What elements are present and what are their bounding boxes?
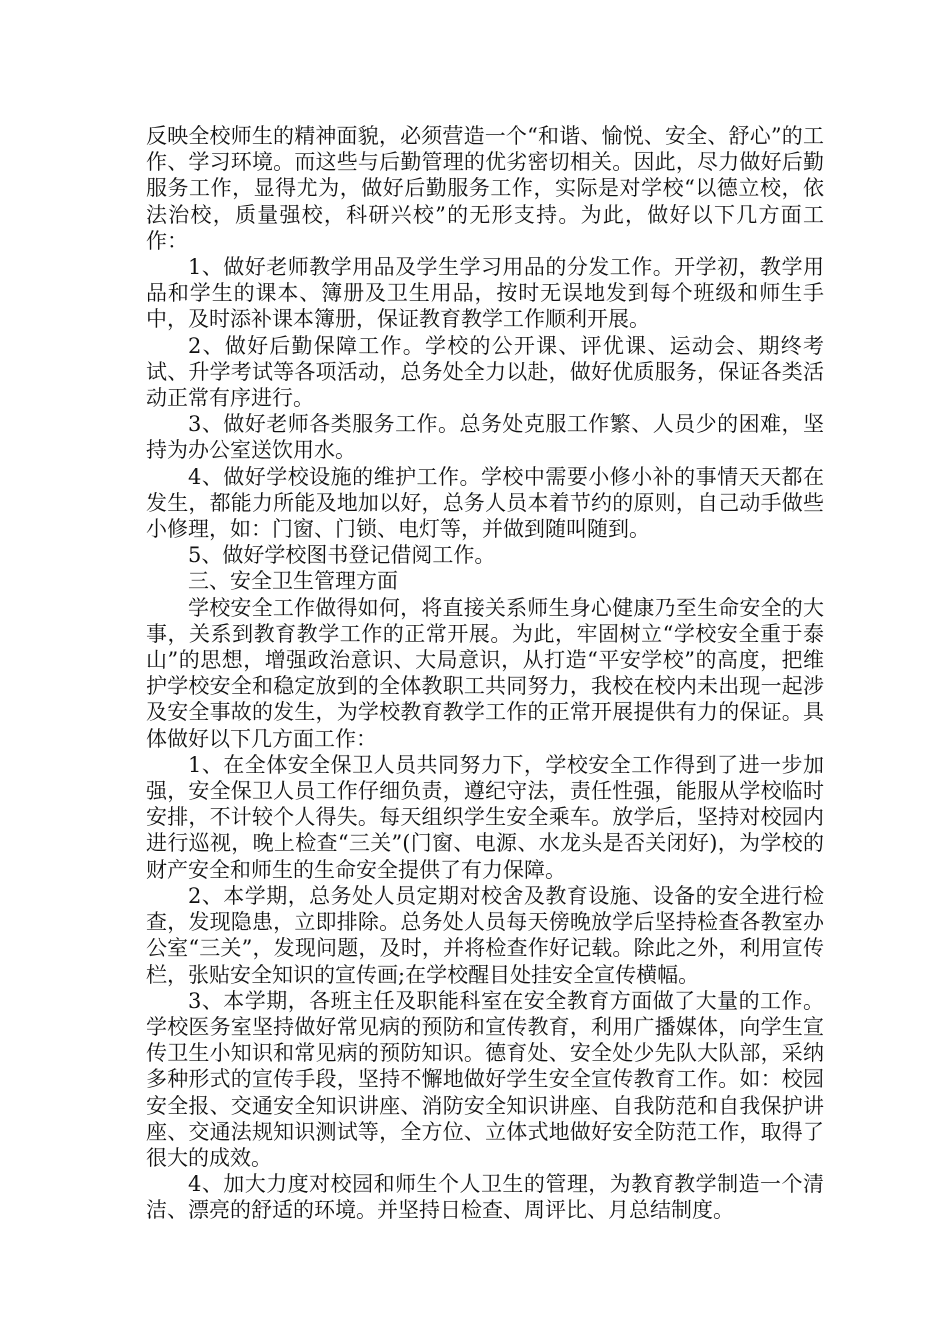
paragraph-safety-3: 3、本学期，各班主任及职能科室在安全教育方面做了大量的工作。学校医务室坚持做好常见病的预防和宣传教育，利用广播媒体，向学生宣传卫生小知识和常见病的预防知识。德育处、安全处少先队大队部，采纳多种形式的宣传手段，坚持不懈地做好学生安全宣传教育工作。如：校园安全报、交通安全知识讲座、消防安全知识讲座、自我防范和自我保护讲座、交通法规知识测试等，全方位、立体式地做好安全防范工作，取得了很大的成效。 bbox=[146, 988, 824, 1170]
paragraph-safety-2: 2、本学期，总务处人员定期对校舍及教育设施、设备的安全进行检查，发现隐患，立即排除。总务处人员每天傍晚放学后坚持检查各教室办公室“三关”，发现问题，及时，并将检查作好记载。除此之外，利用宣传栏，张贴安全知识的宣传画;在学校醒目处挂安全宣传横幅。 bbox=[146, 883, 824, 987]
paragraph-item-4: 4、做好学校设施的维护工作。学校中需要小修小补的事情天天都在发生，都能力所能及地加以好，总务人员本着节约的原则，自己动手做些小修理，如：门窗、门锁、电灯等，并做到随叫随到。 bbox=[146, 464, 824, 542]
paragraph-item-1: 1、做好老师教学用品及学生学习用品的分发工作。开学初，教学用品和学生的课本、簿册及卫生用品，按时无误地发到每个班级和师生手中，及时添补课本簿册，保证教育教学工作顺利开展。 bbox=[146, 255, 824, 332]
paragraph-item-3: 3、做好老师各类服务工作。总务处克服工作繁、人员少的困难，坚持为办公室送饮用水。 bbox=[146, 412, 824, 463]
paragraph-intro: 反映全校师生的精神面貌，必须营造一个“和谐、愉悦、安全、舒心”的工作、学习环境。而这些与后勤管理的优劣密切相关。因此，尽力做好后勤服务工作，显得尤为，做好后勤服务工作，实际是对学校“以德立校，依法治校，质量强校，科研兴校”的无形支持。为此，做好以下几方面工作： bbox=[146, 124, 824, 253]
document-body bbox=[146, 123, 824, 1224]
paragraph-safety-4: 4、加大力度对校园和师生个人卫生的管理，为教育教学制造一个清洁、漂亮的舒适的环境。并坚持日检查、周评比、月总结制度。 bbox=[146, 1172, 824, 1223]
paragraph-safety-intro: 学校安全工作做得如何，将直接关系师生身心健康乃至生命安全的大事，关系到教育教学工作的正常开展。为此，牢固树立“学校安全重于泰山”的思想，增强政治意识、大局意识，从打造“平安学校”的高度，把维护学校安全和稳定放到的全体教职工共同努力，我校在校内未出现一起涉及安全事故的发生，为学校教育教学工作的正常开展提供有力的保证。具体做好以下几方面工作： bbox=[146, 595, 824, 751]
paragraph-item-5: 5、做好学校图书登记借阅工作。 bbox=[188, 543, 496, 568]
paragraph-safety-1: 1、在全体安全保卫人员共同努力下，学校安全工作得到了进一步加强，安全保卫人员工作仔细负责，遵纪守法，责任性强，能服从学校临时安排，不计较个人得失。每天组织学生安全乘车。放学后，坚持对校园内进行巡视，晚上检查“三关”(门窗、电源、水龙头是否关闭好)，为学校的财产安全和师生的生命安全提供了有力保障。 bbox=[146, 752, 824, 882]
section-heading-safety: 三、安全卫生管理方面 bbox=[188, 569, 398, 594]
paragraph-item-2: 2、做好后勤保障工作。学校的公开课、评优课、运动会、期终考试、升学考试等各项活动，总务处全力以赴，做好优质服务，保证各类活动正常有序进行。 bbox=[146, 333, 824, 411]
